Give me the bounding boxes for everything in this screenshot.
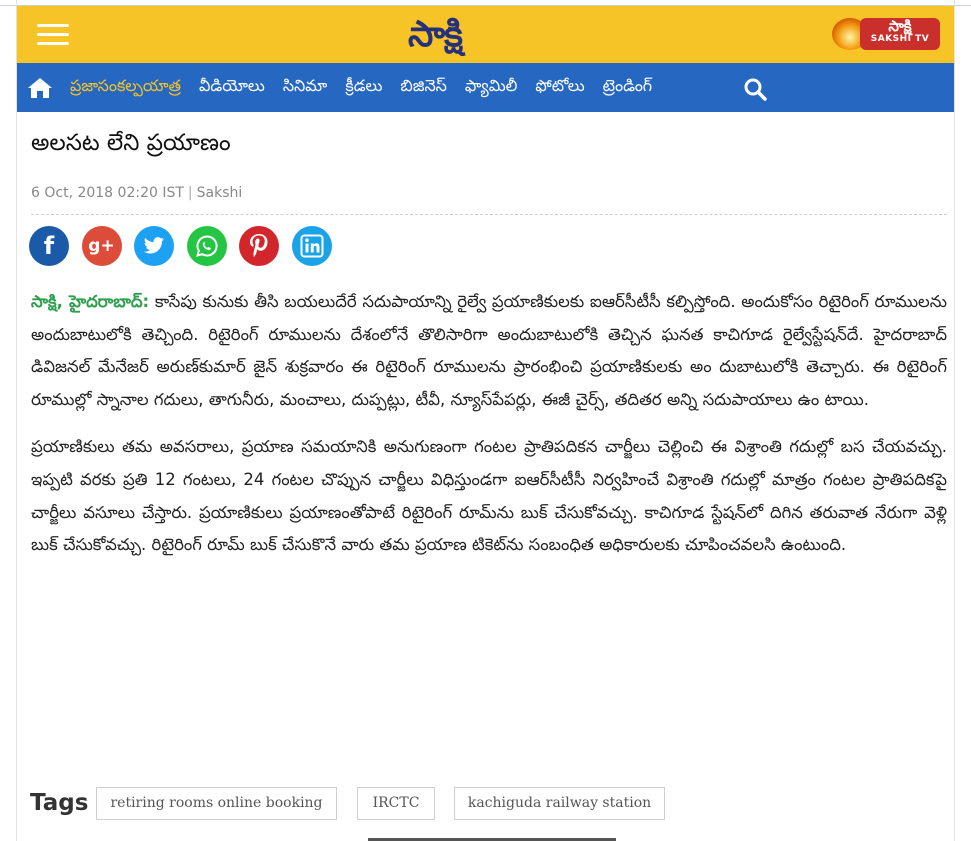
whatsapp-share-button[interactable] xyxy=(187,226,227,266)
tags-heading: Tags xyxy=(30,790,89,816)
article-paragraph xyxy=(31,286,947,416)
facebook-icon: f xyxy=(43,232,55,260)
paragraph-text: ప్రయాణికులు తమ అవసరాలు, ప్రయాణ సమయానికి అనుగుణంగా గంటల ప్రాతిపదికన చార్జీలు చెల్లించి ఈ విశ్రాంతి గదుల్లో బస చేయవచ్చు. ఇప్పటి వరకు ప్రతి 12 గంటలు, 24 గంటల చొప్పున చార్జీలు విధిస్తుండగా ఐఆర్‌సీటీసీ నిర్వహించే విశ్రాంతి గదుల్లో మాత్రం గంటల ప్రాతిపదికపై చార్జీలు వసూలు చేస్తారు. ప్రయాణికులు ప్రయాణంతోపాటే రిటైరింగ్‌ రూమ్‌ను బుక్‌ చేసుకోవచ్చు. కాచిగూడ స్టేషన్‌లో దిగిన తరువాత నేరుగా వెళ్లి బుక్‌ చేసుకోవచ్చు. రిటైరింగ్‌ రూమ్‌ బుక్‌ చేసుకొనే వారు తమ ప్రయాణ టికెట్‌ను సంబంధిత అధికారులకు చూపించవలసి ఉంటుంది. xyxy=(31,437,947,555)
tag-irctc[interactable]: IRCTC xyxy=(357,787,435,820)
divider xyxy=(31,214,947,215)
paragraph-text: కాసేపు కునుకు తీసి బయలుదేరే సదుపాయాన్ని రైల్వే ప్రయాణికులకు ఐఆర్‌సీటీసీ కల్పిస్తోంది. అందుకోసం రిటైరింగ్‌ రూములను అందుబాటులోకి తెచ్చింది. రిటైరింగ్‌ రూములను దేశంలోనే తొలిసారిగా అందుబాటులోకి తెచ్చిన ఘనత కాచిగూడ రైల్వేస్టేషన్‌దే. హైదరాబాద్‌ డివిజనల్‌ మేనేజర్‌ అరుణ్‌కుమార్‌ జైన్‌ శుక్రవారం ఈ రిటైరింగ్‌ రూములను ప్రారంభించి ప్రయాణికులకు అం దుబాటులోకి తెచ్చారు. ఈ రిటైరింగ్‌ రూముల్లో స్నానాల గదులు, తాగునీరు, మంచాలు, దుప్పట్లు, టీవీ, న్యూస్‌పేపర్లు, ఈజీ చైర్స్, తదితర అన్ని సదుపాయాలు ఉం టాయి. xyxy=(31,292,948,409)
linkedin-icon xyxy=(300,234,324,258)
article-title: అలసట లేని ప్రయాణం xyxy=(31,130,231,156)
article-paragraph xyxy=(31,431,947,561)
article-meta: 6 Oct, 2018 02:20 IST | Sakshi xyxy=(31,185,243,201)
article-source[interactable]: Sakshi xyxy=(196,185,243,201)
nav-item-photos[interactable]: ఫోటోలు xyxy=(535,76,585,95)
googleplus-share-button[interactable] xyxy=(82,226,122,266)
tv-logo-name: సాక్షి xyxy=(888,17,912,35)
tag-kachiguda[interactable]: kachiguda railway station xyxy=(454,787,665,820)
pinterest-icon xyxy=(247,233,271,259)
facebook-share-button[interactable] xyxy=(29,226,69,266)
sakshi-tv-logo[interactable] xyxy=(830,14,944,54)
nav-item-cinema[interactable]: సినిమా xyxy=(282,76,328,95)
article-body xyxy=(31,286,947,577)
pinterest-share-button[interactable] xyxy=(239,226,279,266)
page-right-border xyxy=(954,0,955,841)
tv-logo-sub: SAKSHI TV xyxy=(870,34,930,44)
article-date: 6 Oct, 2018 02:20 IST xyxy=(31,185,184,201)
sakshi-logo[interactable]: సాక్షి xyxy=(408,14,462,55)
linkedin-share-button[interactable] xyxy=(292,226,332,266)
nav-item-family[interactable]: ఫ్యామిలీ xyxy=(464,76,518,95)
page-left-border xyxy=(16,0,17,841)
nav-item-sports[interactable]: క్రీడలు xyxy=(345,76,383,95)
tag-retiring-rooms[interactable]: retiring rooms online booking xyxy=(96,787,337,820)
share-bar xyxy=(29,226,344,266)
twitter-icon xyxy=(143,236,165,256)
nav-item-videos[interactable]: వీడియోలు xyxy=(199,76,265,95)
main-nav xyxy=(17,63,954,112)
menu-icon[interactable] xyxy=(37,24,69,46)
nav-item-prajasankalpayatra[interactable]: ప్రజాసంకల్పయాత్ర xyxy=(70,76,181,95)
article-dateline: సాక్షి, హైదరాబాద్: xyxy=(31,292,150,311)
whatsapp-icon xyxy=(195,234,219,258)
nav-item-trending[interactable]: ట్రెండింగ్ xyxy=(602,76,653,95)
site-header xyxy=(17,6,954,63)
search-icon[interactable] xyxy=(743,77,767,101)
googleplus-icon: g+ xyxy=(88,236,115,256)
home-icon[interactable] xyxy=(27,76,53,100)
twitter-share-button[interactable] xyxy=(134,226,174,266)
nav-menu xyxy=(70,63,670,112)
nav-item-business[interactable]: బిజినెస్ xyxy=(400,76,447,95)
